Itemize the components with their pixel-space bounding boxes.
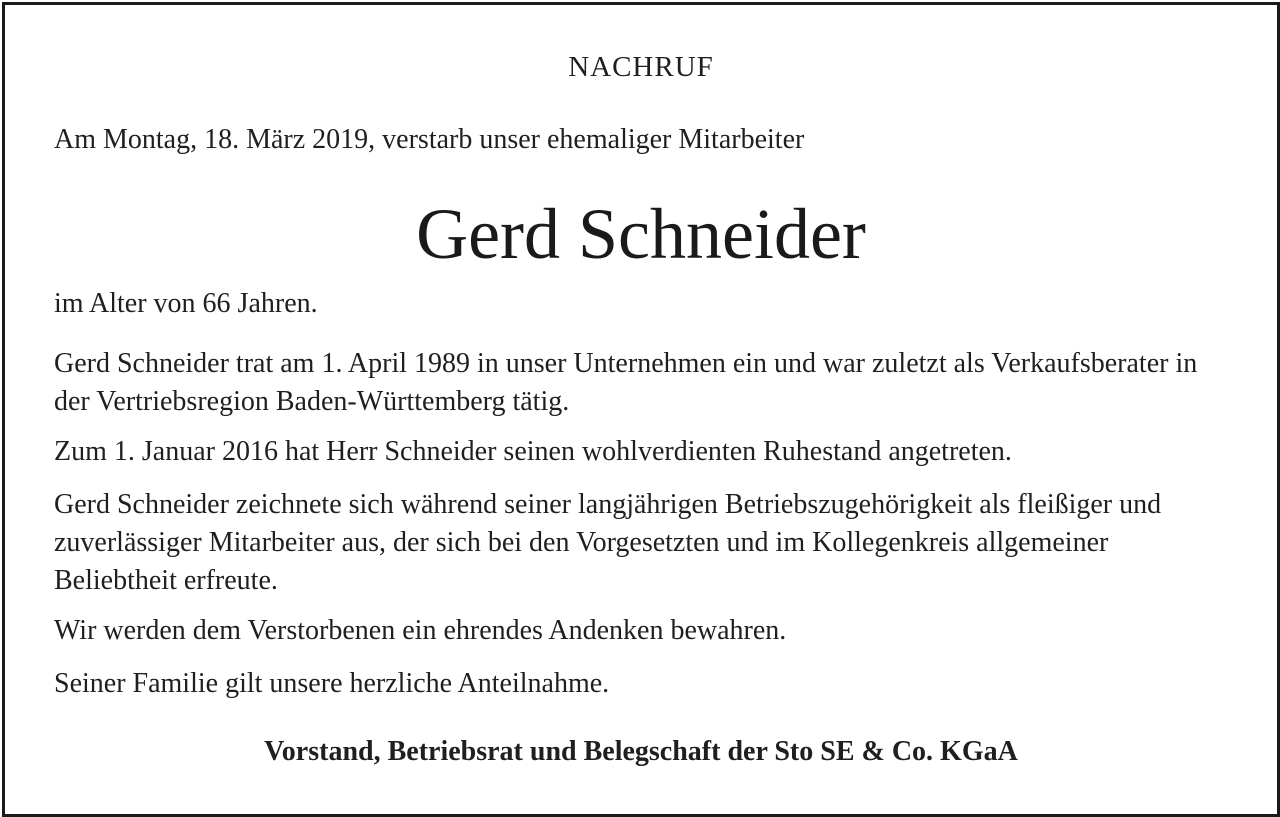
paragraph-condolence: Seiner Familie gilt unsere herzliche Anteilnahme.: [54, 668, 610, 699]
intro-text: Am Montag, 18. März 2019, verstarb unser ehemaliger Mitarbeiter: [54, 124, 805, 155]
paragraph-retirement: Zum 1. Januar 2016 hat Herr Schneider seinen wohlverdienten Ruhestand angetreten.: [54, 436, 1012, 467]
paragraph-appreciation: Gerd Schneider zeichnete sich während seiner langjährigen Betriebszugehörigkeit als fleißiger und zuverlässiger Mitarbeiter aus, der sich bei den Vorgesetzten und im Kollegenkreis allgemeiner Beliebtheit erfreute.: [54, 489, 1162, 596]
signature-line: Vorstand, Betriebsrat und Belegschaft der Sto SE & Co. KGaA: [264, 736, 1018, 767]
deceased-name: Gerd Schneider: [416, 194, 866, 274]
paragraph-remembrance: Wir werden dem Verstorbenen ein ehrendes Andenken bewahren.: [54, 615, 787, 646]
age-text: im Alter von 66 Jahren.: [54, 288, 318, 319]
paragraph-career: Gerd Schneider trat am 1. April 1989 in unser Unternehmen ein und war zuletzt als Verkaufsberater in der Vertriebsregion Baden-Württemberg tätig.: [54, 348, 1198, 417]
notice-heading: NACHRUF: [568, 51, 714, 83]
obituary-notice: [2, 2, 1280, 817]
